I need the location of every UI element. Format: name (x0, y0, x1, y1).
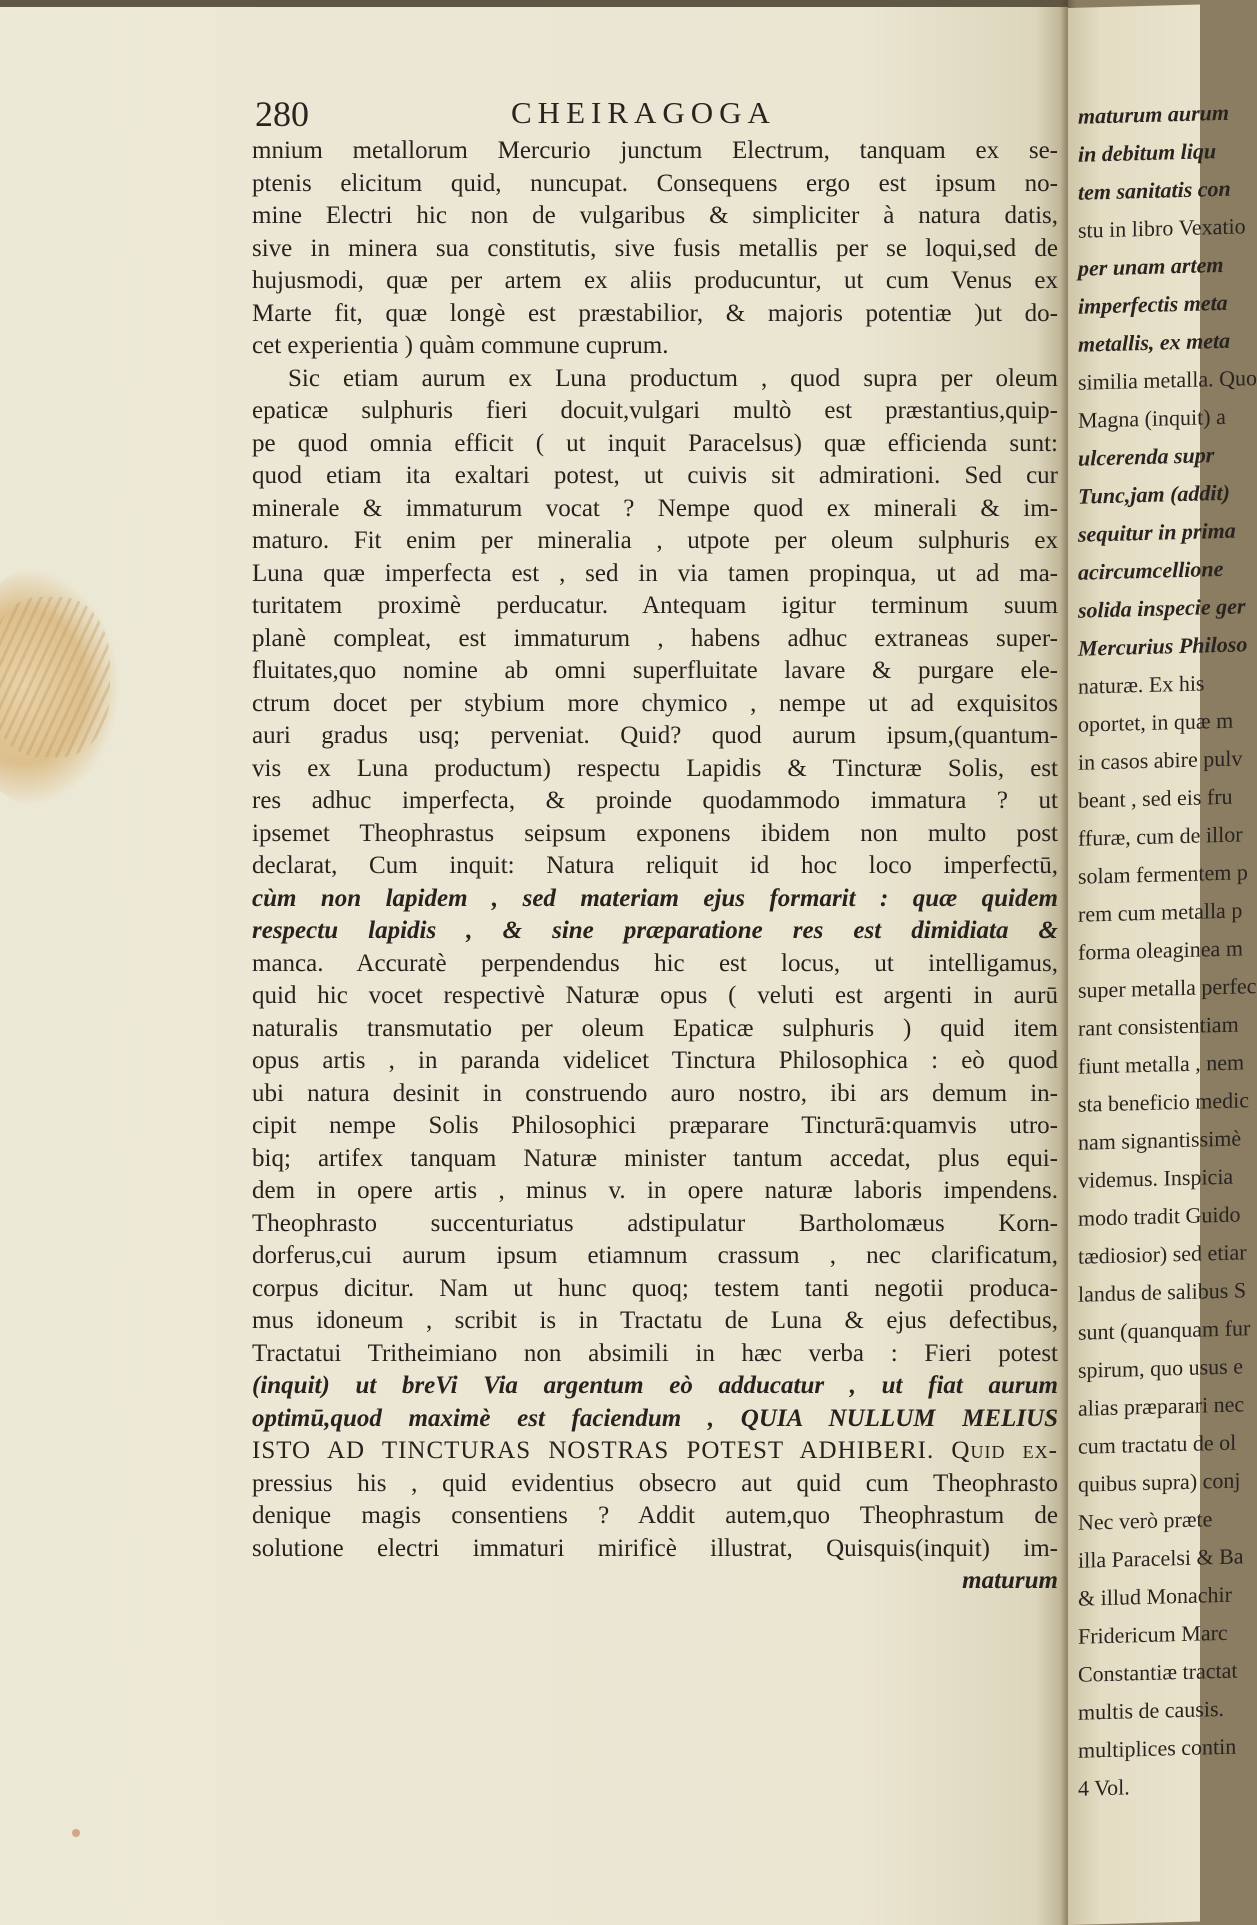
page-header (255, 93, 1055, 133)
foxing-spot (72, 1829, 80, 1837)
text-line: epaticæ sulphuris fieri docuit,vulgari multò est præstantius,quip- (252, 397, 1058, 424)
text-line: dorferus,cui aurum ipsum etiamnum crassum , nec clarificatum, (252, 1242, 1058, 1269)
page-number: 280 (255, 94, 309, 134)
text-line: Sic etiam aurum ex Luna productum , quod supra per oleum (288, 364, 1058, 392)
right-page-fragment: nam signantissimè (1078, 1125, 1242, 1155)
right-page-fragment: ffuræ, cum de illor (1078, 821, 1243, 851)
body-text (252, 135, 1058, 1598)
right-page-fragment: beant , sed eis fru (1078, 783, 1233, 813)
right-page-fragment: sta beneficio medic (1078, 1087, 1250, 1117)
right-page-fragment: sequitur in prima (1078, 517, 1236, 547)
text-line: Theophrasto succenturiatus adstipulatur Bartholomæus Korn- (252, 1209, 1058, 1237)
right-page (1068, 5, 1257, 1925)
text-line: ubi natura desinit in construendo auro nostro, ibi ars demum in- (252, 1079, 1058, 1107)
right-page-fragment: spirum, quo usus e (1078, 1353, 1243, 1383)
right-page-fragment: & illud Monachir (1078, 1581, 1232, 1611)
text-line: corpus dicitur. Nam ut hunc quoq; testem tanti negotii produca- (252, 1274, 1058, 1302)
running-title: CHEIRAGOGA (511, 95, 776, 130)
right-page-fragment: modo tradit Guido (1078, 1201, 1241, 1231)
text-line: vis ex Luna productum) respectu Lapidis & Tincturæ Solis, est (252, 754, 1058, 782)
right-page-fragment: sunt (quanquam fur (1078, 1315, 1251, 1345)
right-page-fragment: Magna (inquit) a (1078, 403, 1226, 433)
right-page-text-fragments (1078, 94, 1257, 1808)
right-page-fragment: multis de causis. (1078, 1695, 1225, 1725)
text-line: planè compleat, est immaturum , habens adhuc extraneas super- (252, 624, 1058, 652)
text-line: ctrum docet per stybium more chymico , nempe ut ad exquisitos (252, 689, 1058, 717)
right-page-fragment: oportet, in quæ m (1078, 707, 1234, 737)
text-line: declarat, Cum inquit: Natura reliquit id hoc loco imperfectū, (252, 852, 1058, 879)
text-line: mine Electri hic non de vulgaribus & simpliciter à natura datis, (252, 202, 1058, 229)
right-page-fragment: Constantiæ tractat (1078, 1657, 1238, 1687)
text-line: pe quod omnia efficit ( ut inquit Paracelsus) quæ efficienda sunt: (252, 429, 1058, 457)
text-line: quod etiam ita exaltari potest, ut cuivis sit admirationi. Sed cur (252, 462, 1058, 489)
text-line: naturalis transmutatio per oleum Epaticæ sulphuris ) quid item (252, 1014, 1058, 1042)
right-page-fragment: Fridericum Marc (1078, 1619, 1228, 1649)
text-line: mus idoneum , scribit is in Tractatu de Luna & ejus defectibus, (252, 1307, 1058, 1334)
right-page-fragment: tem sanitatis con (1078, 175, 1231, 205)
text-line: pressius his , quid evidentius obsecro aut quid cum Theophrasto (252, 1469, 1058, 1497)
text-line: ipsemet Theophrastus seipsum exponens ibidem non multo post (252, 819, 1058, 847)
text-line: denique magis consentiens ? Addit autem,quo Theophrastum de (252, 1502, 1058, 1529)
right-page-fragment: fiunt metalla , nem (1078, 1049, 1245, 1079)
right-page-fragment: rem cum metalla p (1078, 897, 1243, 927)
right-page-fragment: Tunc,jam (addit) (1078, 479, 1230, 509)
right-page-fragment: Nec verò præte (1078, 1506, 1213, 1535)
right-page-fragment: super metalla perfec (1078, 973, 1257, 1003)
right-page-fragment: rant consistentiam (1078, 1011, 1239, 1041)
right-page-fragment: multiplices contin (1078, 1733, 1237, 1763)
text-line: ptenis elicitum quid, nuncupat. Consequens ergo est ipsum no- (252, 169, 1058, 197)
text-line: auri gradus usq; perveniat. Quid? quod aurum ipsum,(quantum- (252, 722, 1058, 749)
text-line: quid hic vocet respectivè Naturæ opus ( veluti est argenti in aurū (252, 982, 1058, 1009)
text-line-italic: respectu lapidis , & sine præparatione res est dimidiata & (252, 917, 1058, 944)
right-page-fragment: metallis, ex meta (1078, 327, 1231, 357)
right-page-fragment: ulcerenda supr (1078, 442, 1215, 471)
right-page-fragment: solam fermentem p (1078, 859, 1248, 889)
right-page-fragment: forma oleaginea m (1078, 935, 1243, 965)
bookmark-ribbon-texture (0, 597, 110, 757)
right-page-fragment: acircumcellione (1078, 555, 1224, 585)
right-page-fragment: videmus. Inspicia (1078, 1163, 1234, 1193)
text-line: Tractatui Tritheimiano non absimili in hæc verba : Fieri potest (252, 1339, 1058, 1367)
text-line: Marte fit, quæ longè est præstabilior, & majoris potentiæ )ut do- (252, 299, 1058, 327)
right-page-fragment: similia metalla. Quo (1078, 365, 1257, 395)
right-page-fragment: in debitum liqu (1078, 138, 1217, 167)
text-line: cet experientia ) quàm commune cuprum. (252, 332, 669, 359)
text-line-italic: optimū,quod maximè est faciendum , QUIA NULLUM MELIUS (252, 1404, 1058, 1432)
right-page-fragment: 4 Vol. (1078, 1774, 1130, 1801)
right-page-fragment: cum tractatu de ol (1078, 1429, 1237, 1459)
text-line: manca. Accuratè perpendendus hic est locus, ut intelligamus, (252, 949, 1058, 977)
right-page-fragment: imperfectis meta (1078, 289, 1228, 319)
right-page-fragment: per unam artem (1078, 251, 1224, 281)
right-page-fragment: stu in libro Vexatio (1078, 213, 1246, 243)
catchword: maturum (962, 1567, 1058, 1594)
right-page-fragment: quibus supra) conj (1078, 1467, 1241, 1497)
right-page-fragment: alias præparari nec (1078, 1391, 1245, 1421)
right-page-fragment: solida inspecie ger (1078, 593, 1246, 623)
right-page-fragment: tædiosior) sed etiar (1078, 1239, 1247, 1269)
text-line-smallcaps: ISTO AD TINCTURAS NOSTRAS POTEST ADHIBERI. Quid ex- (252, 1437, 1058, 1464)
right-page-fragment: Mercurius Philoso (1078, 631, 1248, 661)
text-line: res adhuc imperfecta, & proinde quodammodo immatura ? ut (252, 787, 1058, 814)
text-line: fluitates,quo nomine ab omni superfluitate lavare & purgare ele- (252, 657, 1058, 684)
text-line-italic: cùm non lapidem , sed materiam ejus formarit : quæ quidem (252, 884, 1058, 912)
text-line-italic: (inquit) ut breVi Via argentum eò adducatur , ut fiat aurum (252, 1372, 1058, 1399)
text-line: biq; artifex tanquam Naturæ minister tantum accedat, plus equi- (252, 1144, 1058, 1172)
right-page-fragment: landus de salibus S (1078, 1277, 1247, 1307)
text-line: minerale & immaturum vocat ? Nempe quod ex minerali & im- (252, 494, 1058, 522)
text-line: turitatem proximè perducatur. Antequam igitur terminum suum (252, 592, 1058, 619)
right-page-fragment: naturæ. Ex his (1078, 670, 1205, 699)
right-page-fragment: maturum aurum (1078, 99, 1230, 129)
text-line: solutione electri immaturi mirificè illustrat, Quisquis(inquit) im- (252, 1534, 1058, 1562)
right-page-fragment: illa Paracelsi & Ba (1078, 1543, 1244, 1573)
text-line: hujusmodi, quæ per artem ex aliis producuntur, ut cum Venus ex (252, 267, 1058, 294)
text-line: cipit nempe Solis Philosophici præparare Tincturā:quamvis utro- (252, 1112, 1058, 1139)
text-line: maturo. Fit enim per mineralia , utpote per oleum sulphuris ex (252, 527, 1058, 554)
text-line: mnium metallorum Mercurio junctum Electrum, tanquam ex se- (252, 137, 1058, 164)
text-line: dem in opere artis , minus v. in opere naturæ laboris impendens. (252, 1177, 1058, 1204)
right-page-fragment: in casos abire pulv (1078, 745, 1243, 775)
text-line: sive in minera sua constitutis, sive fusis metallis per se loqui,sed de (252, 234, 1058, 262)
text-line: opus artis , in paranda videlicet Tinctura Philosophica : eò quod (252, 1047, 1058, 1074)
text-line: Luna quæ imperfecta est , sed in via tamen propinqua, ut ad ma- (252, 559, 1058, 587)
